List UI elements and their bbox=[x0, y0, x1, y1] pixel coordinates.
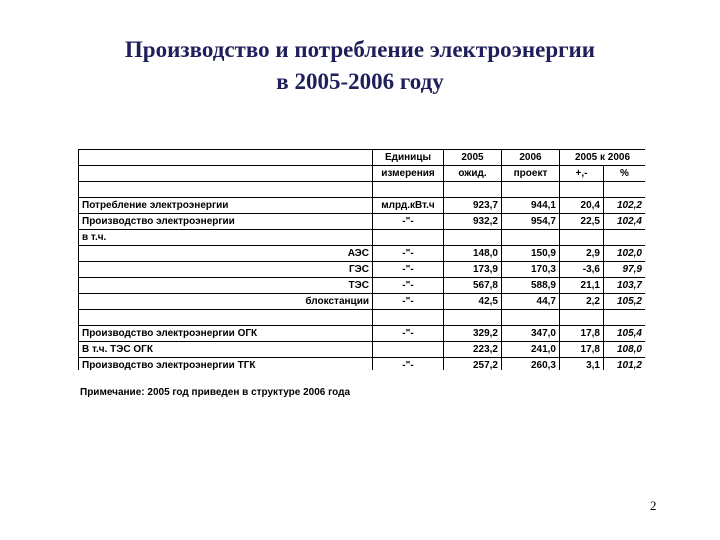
unit-cell: -"- bbox=[373, 262, 444, 278]
value-2005-cell: 567,8 bbox=[444, 278, 502, 294]
table-row bbox=[79, 358, 646, 371]
header-comparison: 2005 к 2006 bbox=[560, 150, 646, 166]
diff-cell bbox=[560, 230, 604, 246]
value-2005-cell: 173,9 bbox=[444, 262, 502, 278]
percent-cell: 102,0 bbox=[604, 246, 646, 262]
row-label: ГЭС bbox=[79, 262, 373, 278]
spacer-row bbox=[79, 182, 646, 198]
unit-cell: -"- bbox=[373, 326, 444, 342]
diff-cell: 17,8 bbox=[560, 326, 604, 342]
row-label: ТЭС bbox=[79, 278, 373, 294]
header-percent: % bbox=[604, 166, 646, 182]
header-2005: 2005 bbox=[444, 150, 502, 166]
diff-cell: 3,1 bbox=[560, 358, 604, 371]
row-label: Производство электроэнергии ТГК bbox=[79, 358, 373, 371]
table-row bbox=[79, 278, 646, 294]
value-2005-cell: 329,2 bbox=[444, 326, 502, 342]
table-row bbox=[79, 326, 646, 342]
header-row-1 bbox=[79, 150, 646, 166]
diff-cell: 22,5 bbox=[560, 214, 604, 230]
value-2006-cell: 150,9 bbox=[502, 246, 560, 262]
unit-cell: -"- bbox=[373, 358, 444, 371]
percent-cell: 105,2 bbox=[604, 294, 646, 310]
row-label: Потребление электроэнергии bbox=[79, 198, 373, 214]
percent-cell: 108,0 bbox=[604, 342, 646, 358]
value-2006-cell: 260,3 bbox=[502, 358, 560, 371]
value-2005-cell: 148,0 bbox=[444, 246, 502, 262]
unit-cell bbox=[373, 230, 444, 246]
header-cell bbox=[79, 150, 373, 166]
percent-cell: 105,4 bbox=[604, 326, 646, 342]
percent-cell: 101,2 bbox=[604, 358, 646, 371]
value-2006-cell bbox=[502, 230, 560, 246]
value-2005-cell bbox=[444, 230, 502, 246]
diff-cell: 20,4 bbox=[560, 198, 604, 214]
value-2005-cell: 42,5 bbox=[444, 294, 502, 310]
row-label: Производство электроэнергии bbox=[79, 214, 373, 230]
unit-cell: -"- bbox=[373, 294, 444, 310]
value-2005-cell: 223,2 bbox=[444, 342, 502, 358]
row-label: АЭС bbox=[79, 246, 373, 262]
unit-cell bbox=[373, 342, 444, 358]
energy-table bbox=[78, 149, 645, 370]
unit-cell: млрд.кВт.ч bbox=[373, 198, 444, 214]
value-2006-cell: 44,7 bbox=[502, 294, 560, 310]
header-row-2 bbox=[79, 166, 646, 182]
diff-cell: 2,2 bbox=[560, 294, 604, 310]
energy-table-container bbox=[78, 149, 645, 370]
value-2006-cell: 588,9 bbox=[502, 278, 560, 294]
row-label: В т.ч. ТЭС ОГК bbox=[79, 342, 373, 358]
percent-cell: 102,4 bbox=[604, 214, 646, 230]
value-2005-cell: 257,2 bbox=[444, 358, 502, 371]
title-line-1: Производство и потребление электроэнергии bbox=[124, 37, 596, 62]
row-label: блокстанции bbox=[79, 294, 373, 310]
header-units: Единицы bbox=[373, 150, 444, 166]
value-2006-cell: 241,0 bbox=[502, 342, 560, 358]
diff-cell: 21,1 bbox=[560, 278, 604, 294]
percent-cell bbox=[604, 230, 646, 246]
table-note: Примечание: 2005 год приведен в структуре 2006 года bbox=[80, 387, 351, 398]
header-2005-sub: ожид. bbox=[444, 166, 502, 182]
header-2006: 2006 bbox=[502, 150, 560, 166]
percent-cell: 102,2 bbox=[604, 198, 646, 214]
table-row bbox=[79, 246, 646, 262]
table-row bbox=[79, 214, 646, 230]
table-row bbox=[79, 262, 646, 278]
header-2006-sub: проект bbox=[502, 166, 560, 182]
value-2006-cell: 170,3 bbox=[502, 262, 560, 278]
table-row bbox=[79, 198, 646, 214]
value-2005-cell: 923,7 bbox=[444, 198, 502, 214]
unit-cell: -"- bbox=[373, 278, 444, 294]
diff-cell: 17,8 bbox=[560, 342, 604, 358]
percent-cell: 103,7 bbox=[604, 278, 646, 294]
value-2006-cell: 944,1 bbox=[502, 198, 560, 214]
row-label: Производство электроэнергии ОГК bbox=[79, 326, 373, 342]
table-row bbox=[79, 230, 646, 246]
header-units-sub: измерения bbox=[373, 166, 444, 182]
value-2006-cell: 954,7 bbox=[502, 214, 560, 230]
header-cell bbox=[79, 166, 373, 182]
value-2005-cell: 932,2 bbox=[444, 214, 502, 230]
value-2006-cell: 347,0 bbox=[502, 326, 560, 342]
table-row bbox=[79, 294, 646, 310]
header-diff: +,- bbox=[560, 166, 604, 182]
unit-cell: -"- bbox=[373, 214, 444, 230]
spacer-row bbox=[79, 310, 646, 326]
diff-cell: -3,6 bbox=[560, 262, 604, 278]
title-line-2: в 2005-2006 году bbox=[276, 69, 444, 94]
table-row bbox=[79, 342, 646, 358]
diff-cell: 2,9 bbox=[560, 246, 604, 262]
slide-title bbox=[0, 34, 720, 98]
percent-cell: 97,9 bbox=[604, 262, 646, 278]
row-label: в т.ч. bbox=[79, 230, 373, 246]
page-number: 2 bbox=[650, 498, 657, 513]
unit-cell: -"- bbox=[373, 246, 444, 262]
